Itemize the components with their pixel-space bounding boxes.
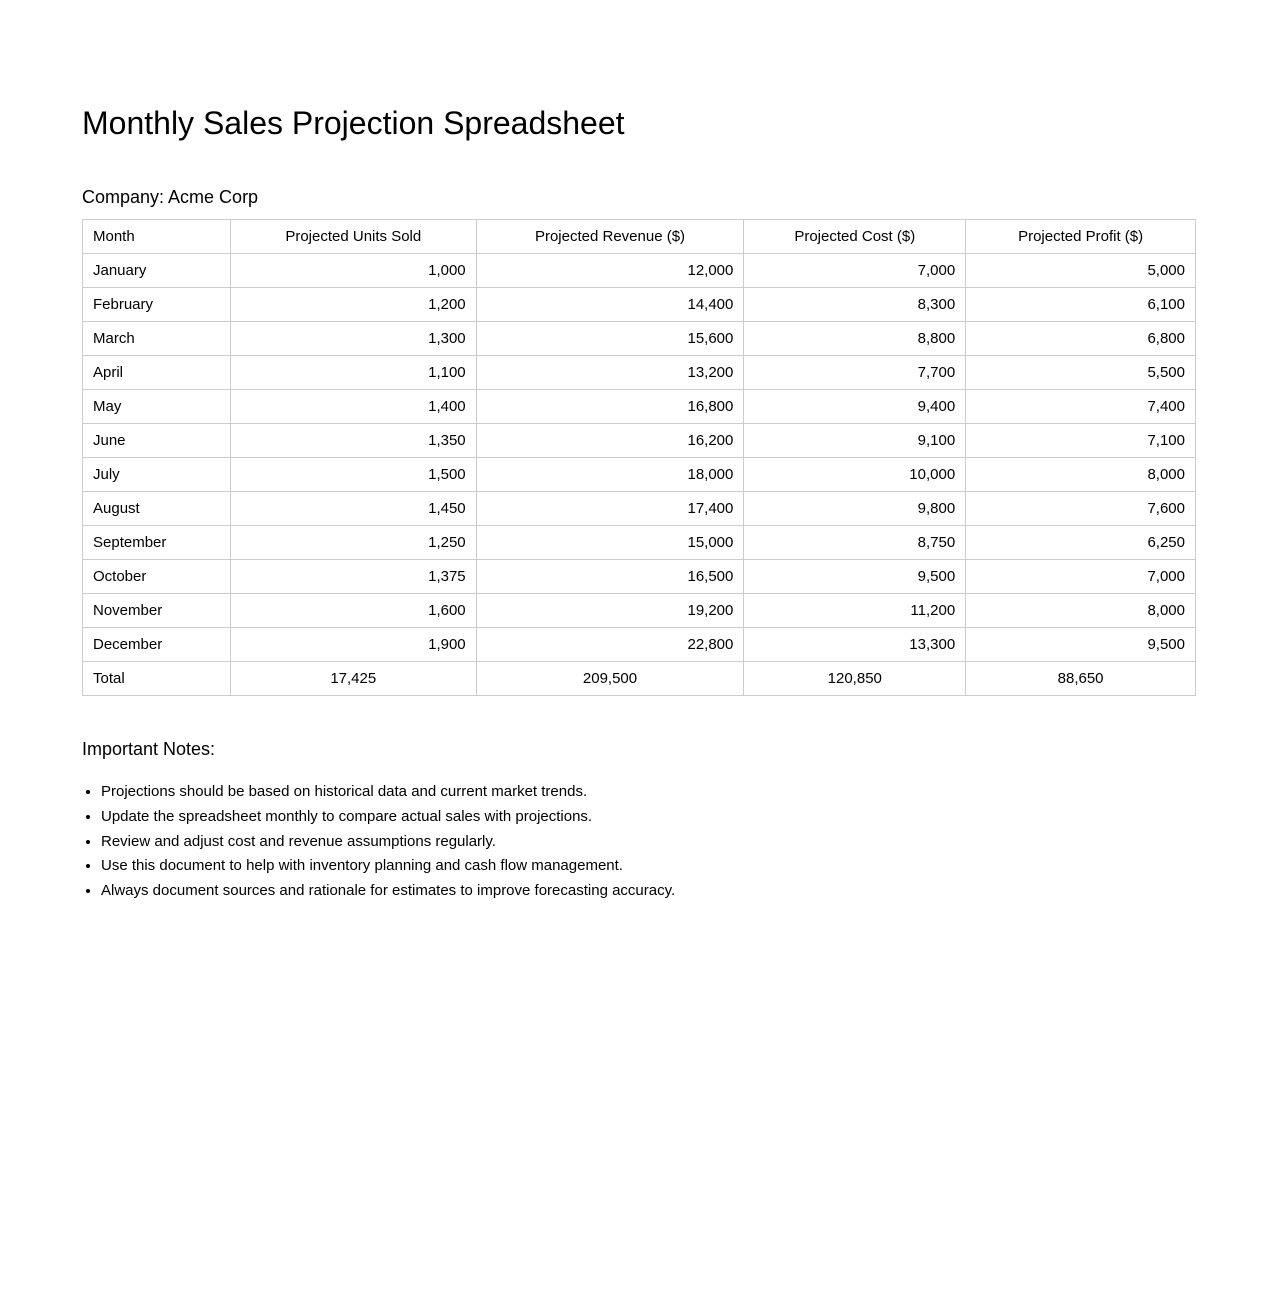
- cell-revenue: 17,400: [476, 492, 744, 526]
- cell-units: 1,400: [230, 390, 476, 424]
- cell-cost: 9,500: [744, 560, 966, 594]
- cell-revenue: 15,000: [476, 526, 744, 560]
- cell-total-label: Total: [83, 662, 231, 696]
- table-row: [83, 356, 1196, 390]
- company-name: Company: Acme Corp: [82, 187, 259, 207]
- table-row: [83, 628, 1196, 662]
- cell-month: December: [83, 628, 231, 662]
- cell-cost: 9,800: [744, 492, 966, 526]
- table-row: [83, 526, 1196, 560]
- cell-cost: 13,300: [744, 628, 966, 662]
- cell-cost: 9,100: [744, 424, 966, 458]
- cell-profit: 7,000: [966, 560, 1196, 594]
- cell-units: 1,100: [230, 356, 476, 390]
- cell-units: 1,500: [230, 458, 476, 492]
- cell-revenue: 14,400: [476, 288, 744, 322]
- table-row: [83, 424, 1196, 458]
- table-row: [83, 390, 1196, 424]
- cell-profit: 8,000: [966, 594, 1196, 628]
- table-row: [83, 254, 1196, 288]
- list-item: • Always document sources and rationale for estimates to improve forecasting accuracy.: [101, 879, 1278, 904]
- cell-month: November: [83, 594, 231, 628]
- table-row: [83, 288, 1196, 322]
- cell-month: May: [83, 390, 231, 424]
- cell-month: February: [83, 288, 231, 322]
- table-row: [83, 322, 1196, 356]
- cell-total-units: 17,425: [230, 662, 476, 696]
- cell-total-profit: 88,650: [966, 662, 1196, 696]
- cell-profit: 5,000: [966, 254, 1196, 288]
- cell-revenue: 12,000: [476, 254, 744, 288]
- cell-revenue: 15,600: [476, 322, 744, 356]
- cell-month: July: [83, 458, 231, 492]
- cell-cost: 8,800: [744, 322, 966, 356]
- cell-month: August: [83, 492, 231, 526]
- cell-cost: 11,200: [744, 594, 966, 628]
- cell-cost: 7,700: [744, 356, 966, 390]
- cell-month: September: [83, 526, 231, 560]
- cell-revenue: 18,000: [476, 458, 744, 492]
- cell-total-revenue: 209,500: [476, 662, 744, 696]
- cell-revenue: 16,200: [476, 424, 744, 458]
- table-header-row: [83, 220, 1196, 254]
- cell-profit: 6,100: [966, 288, 1196, 322]
- cell-cost: 8,300: [744, 288, 966, 322]
- list-item: • Use this document to help with inventory planning and cash flow management.: [101, 854, 1278, 879]
- cell-units: 1,350: [230, 424, 476, 458]
- table-row: [83, 594, 1196, 628]
- cell-cost: 10,000: [744, 458, 966, 492]
- list-item: • Update the spreadsheet monthly to compare actual sales with projections.: [101, 805, 1278, 830]
- cell-profit: 9,500: [966, 628, 1196, 662]
- cell-total-cost: 120,850: [744, 662, 966, 696]
- column-header-month: Month: [83, 220, 231, 254]
- list-item: • Review and adjust cost and revenue assumptions regularly.: [101, 830, 1278, 855]
- table-row: [83, 458, 1196, 492]
- cell-profit: 8,000: [966, 458, 1196, 492]
- cell-month: January: [83, 254, 231, 288]
- cell-units: 1,600: [230, 594, 476, 628]
- list-item: • Projections should be based on historical data and current market trends.: [101, 780, 1278, 805]
- cell-month: April: [83, 356, 231, 390]
- cell-units: 1,200: [230, 288, 476, 322]
- table-row: [83, 560, 1196, 594]
- column-header-cost: Projected Cost ($): [744, 220, 966, 254]
- column-header-profit: Projected Profit ($): [966, 220, 1196, 254]
- cell-units: 1,000: [230, 254, 476, 288]
- cell-profit: 7,600: [966, 492, 1196, 526]
- cell-units: 1,250: [230, 526, 476, 560]
- cell-profit: 7,100: [966, 424, 1196, 458]
- cell-revenue: 16,500: [476, 560, 744, 594]
- cell-profit: 5,500: [966, 356, 1196, 390]
- column-header-revenue: Projected Revenue ($): [476, 220, 744, 254]
- notes-heading: Important Notes:: [82, 739, 216, 759]
- cell-cost: 8,750: [744, 526, 966, 560]
- cell-cost: 7,000: [744, 254, 966, 288]
- cell-month: March: [83, 322, 231, 356]
- cell-units: 1,450: [230, 492, 476, 526]
- cell-profit: 6,250: [966, 526, 1196, 560]
- cell-profit: 6,800: [966, 322, 1196, 356]
- page-title: Monthly Sales Projection Spreadsheet: [82, 105, 625, 141]
- table-row: [83, 492, 1196, 526]
- notes-list: [82, 780, 1278, 904]
- column-header-units: Projected Units Sold: [230, 220, 476, 254]
- cell-revenue: 13,200: [476, 356, 744, 390]
- cell-units: 1,300: [230, 322, 476, 356]
- sales-projection-table: [82, 219, 1196, 696]
- cell-month: June: [83, 424, 231, 458]
- cell-profit: 7,400: [966, 390, 1196, 424]
- table-body: [83, 254, 1196, 696]
- cell-month: October: [83, 560, 231, 594]
- cell-revenue: 22,800: [476, 628, 744, 662]
- cell-units: 1,375: [230, 560, 476, 594]
- table-total-row: [83, 662, 1196, 696]
- cell-units: 1,900: [230, 628, 476, 662]
- cell-revenue: 19,200: [476, 594, 744, 628]
- cell-cost: 9,400: [744, 390, 966, 424]
- cell-revenue: 16,800: [476, 390, 744, 424]
